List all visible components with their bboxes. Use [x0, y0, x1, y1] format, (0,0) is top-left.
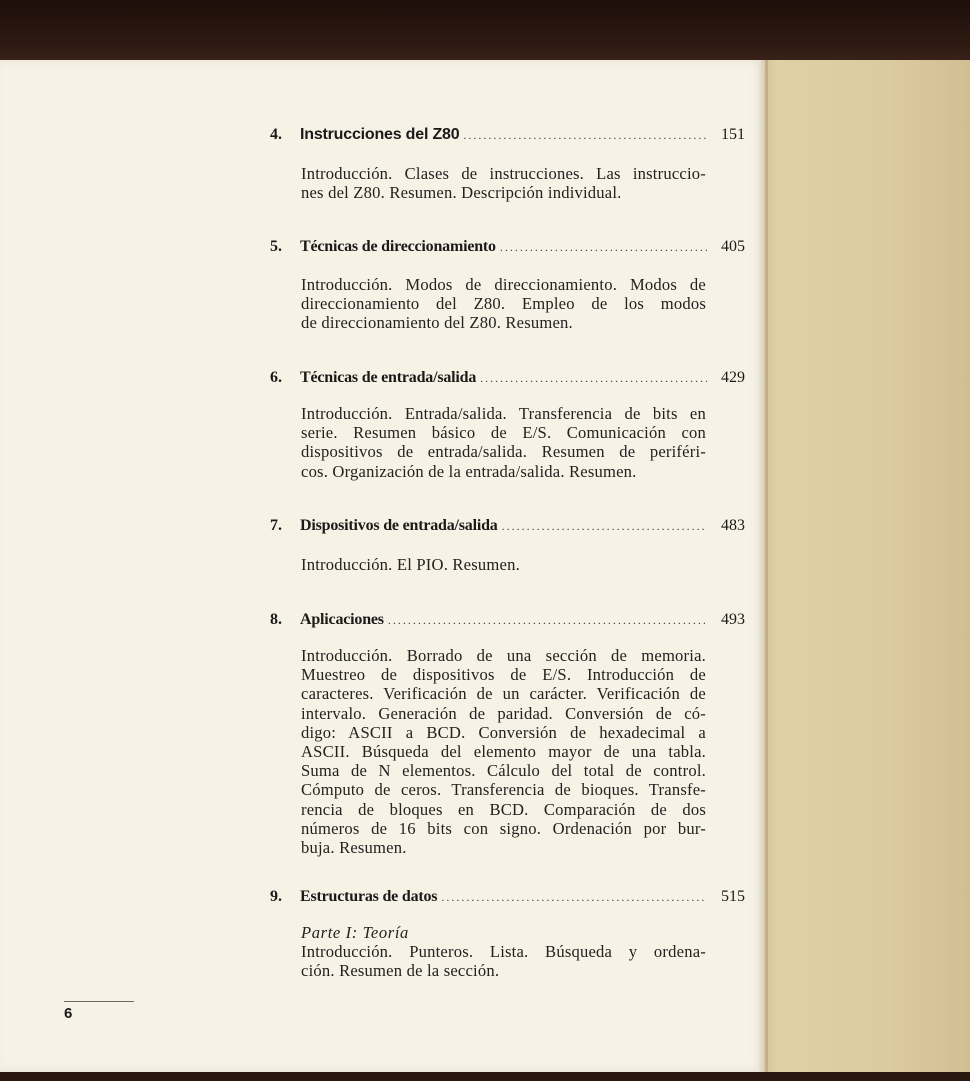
- toc-desc-line: rencia de bloques en BCD. Comparación de dos: [301, 799, 706, 819]
- toc-entry-9-title-row: [270, 888, 745, 912]
- toc-desc-line: Cómputo de ceros. Transferencia de bioques. Transfe-: [301, 780, 706, 800]
- toc-desc-line: Muestreo de dispositivos de E/S. Introducción de: [301, 665, 706, 685]
- toc-entry-number: 8.: [270, 611, 282, 628]
- toc-entry-7-description: [301, 555, 706, 574]
- toc-leader-dots: [463, 128, 707, 143]
- book-top-shadow: [0, 0, 970, 62]
- toc-desc-line: ASCII. Búsqueda del elemento mayor de una tabla.: [301, 742, 706, 762]
- toc-entry-6-title-row: [270, 369, 745, 393]
- toc-desc-line: dispositivos de entrada/salida. Resumen de periféri-: [301, 442, 706, 462]
- toc-entry-9-description: [301, 923, 706, 981]
- toc-desc-line: serie. Resumen básico de E/S. Comunicación con: [301, 423, 706, 443]
- toc-desc-line: Introducción. Punteros. Lista. Búsqueda y ordena-: [301, 942, 706, 962]
- toc-desc-line: nes del Z80. Resumen. Descripción individual.: [301, 183, 622, 203]
- toc-leader-dots: [500, 240, 707, 255]
- toc-entry-page: 493: [721, 611, 745, 628]
- toc-desc-line: Introducción. Modos de direccionamiento. Modos de: [301, 275, 706, 294]
- toc-desc-line: Introducción. El PIO. Resumen.: [301, 555, 520, 574]
- toc-desc-line: intervalo. Generación de paridad. Conversión de có-: [301, 703, 706, 723]
- toc-desc-line: cos. Organización de la entrada/salida. Resumen.: [301, 461, 637, 481]
- toc-desc-line: caracteres. Verificación de un carácter. Verificación de: [301, 684, 706, 704]
- toc-entry-7-title-row: [270, 517, 745, 541]
- toc-entry-title: Dispositivos de entrada/salida: [300, 517, 498, 534]
- toc-entry-number: 7.: [270, 517, 282, 534]
- facing-page-edge: [765, 60, 970, 1072]
- toc-part-title: Parte I: Teoría: [301, 923, 409, 942]
- toc-desc-line: Introducción. Borrado de una sección de memoria.: [301, 646, 706, 665]
- toc-entry-4-title-row: [270, 126, 745, 150]
- toc-desc-line: Suma de N elementos. Cálculo del total de control.: [301, 761, 706, 781]
- toc-entry-title: Aplicaciones: [300, 611, 384, 628]
- toc-leader-dots: [480, 371, 707, 386]
- toc-entry-6-description: [301, 404, 706, 481]
- toc-entry-title: Técnicas de entrada/salida: [300, 369, 477, 386]
- toc-desc-line: de direccionamiento del Z80. Resumen.: [301, 313, 573, 333]
- toc-entry-page: 151: [721, 126, 745, 143]
- toc-entry-8-description: [301, 646, 706, 857]
- toc-entry-number: 4.: [270, 126, 282, 143]
- toc-desc-line: ción. Resumen de la sección.: [301, 961, 500, 981]
- toc-entry-page: 483: [721, 517, 745, 534]
- toc-desc-line: direccionamiento del Z80. Empleo de los modos: [301, 294, 706, 314]
- toc-entry-4-description: [301, 164, 706, 202]
- toc-entry-title: Estructuras de datos: [300, 888, 438, 905]
- toc-entry-8-title-row: [270, 611, 745, 635]
- toc-desc-line: buja. Resumen.: [301, 838, 407, 858]
- toc-entry-number: 5.: [270, 238, 282, 255]
- toc-desc-line: Introducción. Entrada/salida. Transferencia de bits en: [301, 404, 706, 423]
- footer-rule: [64, 1001, 134, 1002]
- toc-entry-page: 429: [721, 369, 745, 386]
- toc-entry-page: 515: [721, 888, 745, 905]
- toc-desc-line: números de 16 bits con signo. Ordenación por bur-: [301, 818, 706, 838]
- toc-entry-number: 9.: [270, 888, 282, 905]
- toc-leader-dots: [441, 890, 707, 905]
- toc-entry-title: Técnicas de direccionamiento: [300, 238, 496, 255]
- page-number: 6: [64, 1005, 73, 1022]
- page-fold-shadow: [758, 60, 768, 1072]
- toc-desc-line: Introducción. Clases de instrucciones. Las instruccio-: [301, 164, 706, 183]
- toc-leader-dots: [502, 519, 707, 534]
- toc-entry-title: Instrucciones del Z80: [300, 126, 460, 143]
- book-bottom-edge: [0, 1072, 970, 1081]
- toc-entry-page: 405: [721, 238, 745, 255]
- toc-entry-5-description: [301, 275, 706, 333]
- toc-leader-dots: [388, 613, 707, 628]
- toc-entry-5-title-row: [270, 238, 745, 262]
- toc-desc-line: digo: ASCII a BCD. Conversión de hexadecimal a: [301, 722, 706, 742]
- toc-entry-number: 6.: [270, 369, 282, 386]
